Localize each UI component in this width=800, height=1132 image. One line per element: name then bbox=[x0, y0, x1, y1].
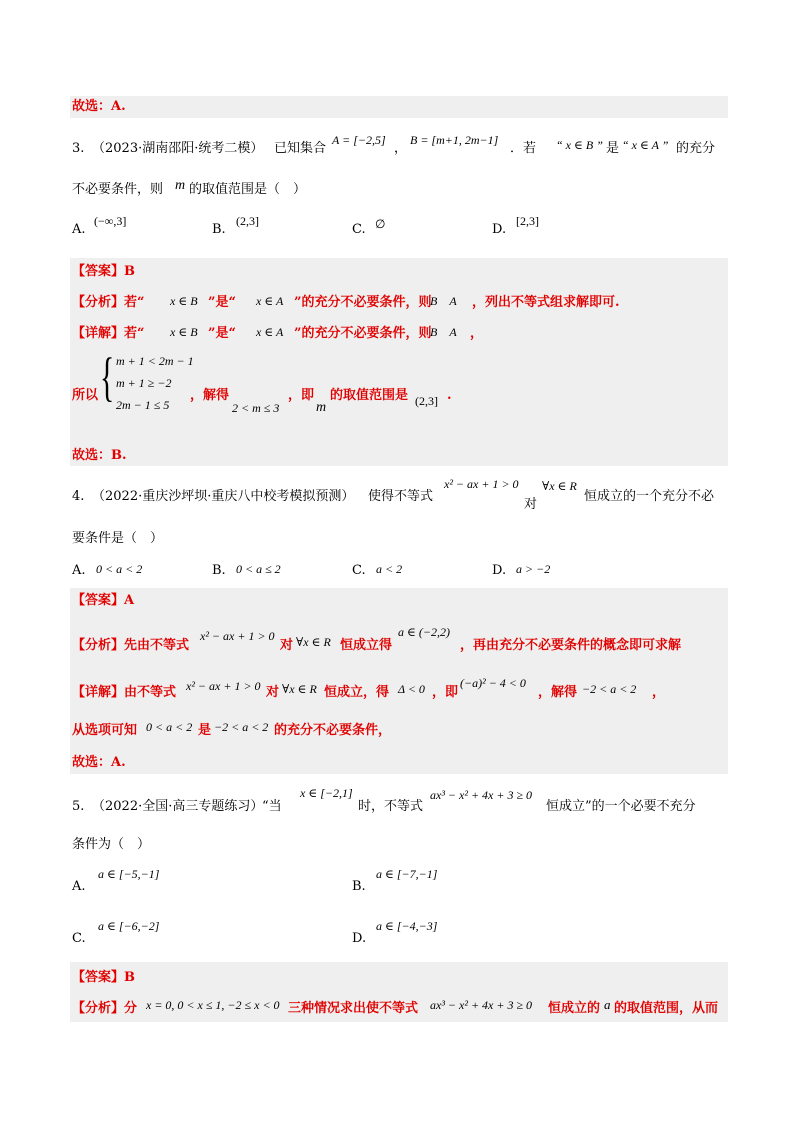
answer-band bbox=[70, 96, 728, 118]
detail-text: ，即 bbox=[288, 388, 315, 403]
option-label: D. bbox=[492, 563, 507, 578]
detail-label: 【详解】若“ bbox=[72, 326, 145, 341]
detail-text: ，解得 bbox=[190, 388, 230, 403]
detail-text: ”是“ bbox=[208, 326, 236, 341]
detail-label: 【详解】由不等式 bbox=[72, 685, 177, 700]
answer-line: 【答案】B bbox=[72, 970, 135, 985]
math-interval: x ∈ [−2,1] bbox=[300, 786, 353, 800]
math-var: m bbox=[316, 400, 327, 415]
analysis-text: 对 bbox=[280, 638, 294, 653]
system-brace: { bbox=[100, 347, 115, 407]
analysis-text: ”是“ bbox=[208, 295, 236, 310]
question-stem: 的取值范围是（ ） bbox=[189, 182, 307, 197]
question-stem: 是 bbox=[606, 141, 620, 156]
question-stem: 已知集合 bbox=[274, 141, 327, 156]
option-value: (−∞,3] bbox=[94, 214, 127, 228]
question-source: （2022·全国·高三专题练习） bbox=[92, 799, 264, 814]
option-value: (2,3] bbox=[236, 214, 259, 228]
math-condition: x ∈ A bbox=[256, 325, 284, 339]
math-inequality: x² − ax + 1 > 0 bbox=[200, 629, 275, 643]
analysis-text: ”的充分不必要条件，则 bbox=[294, 295, 432, 310]
detail-text: ，即 bbox=[432, 685, 459, 700]
option-label: A. bbox=[72, 563, 86, 578]
question-stem: 恒成立”的一个必要不充分 bbox=[546, 799, 696, 814]
question-stem: 时，不等式 bbox=[358, 799, 424, 814]
question-stem: 的充分 bbox=[676, 141, 716, 156]
option-label: B. bbox=[212, 222, 226, 237]
math-discriminant: (−a)² − 4 < 0 bbox=[460, 676, 526, 690]
detail-text: 是 bbox=[198, 723, 212, 738]
math-set-b: B = [m+1, 2m−1] bbox=[410, 133, 499, 147]
detail-text: ， bbox=[470, 326, 484, 341]
math-forall: ∀x ∈ R bbox=[296, 635, 331, 649]
math-inequality: ax³ − x² + 4x + 3 ≥ 0 bbox=[430, 788, 533, 802]
math-inequality: x² − ax + 1 > 0 bbox=[186, 679, 261, 693]
detail-text: . bbox=[447, 388, 452, 403]
math-var: m bbox=[175, 178, 186, 193]
question-number: 3. bbox=[72, 141, 85, 156]
math-cases: x = 0, 0 < x ≤ 1, −2 ≤ x < 0 bbox=[146, 998, 280, 1012]
math-subset: B A bbox=[430, 294, 457, 308]
detail-text: ”的充分不必要条件，则 bbox=[294, 326, 432, 341]
analysis-label: 【分析】先由不等式 bbox=[72, 638, 190, 653]
option-value: 0 < a < 2 bbox=[96, 562, 143, 576]
analysis-text: 三种情况求出使不等式 bbox=[288, 1001, 419, 1016]
analysis-text: 恒成立得 bbox=[340, 638, 393, 653]
system-row: m + 1 < 2m − 1 bbox=[116, 354, 194, 368]
option-value: ∅ bbox=[375, 217, 386, 231]
math-option: 0 < a < 2 bbox=[146, 720, 193, 734]
math-range: a ∈ (−2,2) bbox=[398, 625, 450, 639]
option-value: a ∈ [−5,−1] bbox=[98, 867, 160, 881]
choose-line: 故选：A. bbox=[72, 99, 126, 114]
question-stem: ．若 bbox=[510, 141, 537, 156]
analysis-text: ，再由充分不必要条件的概念即可求解 bbox=[460, 638, 682, 653]
option-value: [2,3] bbox=[516, 214, 539, 228]
math-subset: B A bbox=[430, 325, 457, 339]
detail-text: ， bbox=[652, 685, 666, 700]
question-stem: “当 bbox=[262, 799, 282, 814]
math-set-a: A = [−2,5] bbox=[332, 133, 386, 147]
option-value: a ∈ [−6,−2] bbox=[98, 919, 160, 933]
detail-text: 恒成立，得 bbox=[324, 685, 390, 700]
detail-text: 从选项可知 bbox=[72, 723, 138, 738]
math-forall: ∀x ∈ R bbox=[282, 682, 317, 696]
option-value: a < 2 bbox=[376, 562, 403, 576]
math-condition: “ x ∈ B ” bbox=[556, 138, 603, 152]
detail-text: 的取值范围是 bbox=[330, 388, 409, 403]
math-range: −2 < a < 2 bbox=[214, 720, 269, 734]
math-delta: Δ < 0 bbox=[398, 682, 425, 696]
detail-text: 的充分不必要条件， bbox=[274, 723, 392, 738]
math-result: (2,3] bbox=[415, 394, 438, 408]
question-source: （2022·重庆沙坪坝·重庆八中校考模拟预测） bbox=[92, 489, 355, 504]
analysis-text: ，列出不等式组求解即可. bbox=[472, 295, 620, 310]
system-row: 2m − 1 ≤ 5 bbox=[116, 398, 170, 412]
math-condition: x ∈ B bbox=[170, 325, 198, 339]
choose-line: 故选：A. bbox=[72, 755, 126, 770]
question-stem: 要条件是（ ） bbox=[72, 531, 164, 546]
question-stem: 条件为（ ） bbox=[72, 837, 151, 852]
answer-line: 【答案】A bbox=[72, 593, 135, 608]
option-label: D. bbox=[352, 931, 367, 946]
question-stem: 恒成立的一个充分不必 bbox=[584, 489, 715, 504]
question-source: （2023·湖南邵阳·统考二模） bbox=[92, 141, 264, 156]
option-value: a > −2 bbox=[516, 562, 551, 576]
detail-text: 所以 bbox=[72, 388, 99, 403]
analysis-label: 【分析】若“ bbox=[72, 295, 145, 310]
math-solution: −2 < a < 2 bbox=[582, 682, 637, 696]
analysis-label: 【分析】分 bbox=[72, 1001, 138, 1016]
option-value: a ∈ [−4,−3] bbox=[376, 919, 438, 933]
punctuation: ， bbox=[394, 141, 408, 156]
choose-line: 故选：B. bbox=[72, 448, 127, 463]
option-label: B. bbox=[212, 563, 226, 578]
math-condition: x ∈ B bbox=[170, 294, 198, 308]
question-number: 5. bbox=[72, 799, 85, 814]
option-label: D. bbox=[492, 222, 507, 237]
option-label: C. bbox=[352, 222, 366, 237]
question-stem: 不必要条件，则 bbox=[72, 182, 164, 197]
math-var: a bbox=[604, 997, 611, 1012]
math-forall: ∀x ∈ R bbox=[542, 479, 577, 493]
question-number: 4. bbox=[72, 489, 85, 504]
option-label: B. bbox=[352, 879, 366, 894]
math-condition: x ∈ A bbox=[256, 294, 284, 308]
analysis-text: 恒成立的 bbox=[548, 1001, 601, 1016]
system-row: m + 1 ≥ −2 bbox=[116, 376, 172, 390]
option-value: a ∈ [−7,−1] bbox=[376, 867, 438, 881]
math-inequality: ax³ − x² + 4x + 3 ≥ 0 bbox=[430, 998, 533, 1012]
option-label: A. bbox=[72, 222, 86, 237]
math-inequality: x² − ax + 1 > 0 bbox=[444, 477, 519, 491]
answer-line: 【答案】B bbox=[72, 264, 135, 279]
option-value: 0 < a ≤ 2 bbox=[236, 562, 281, 576]
question-stem: 对 bbox=[524, 497, 538, 512]
analysis-text: 的取值范围，从而 bbox=[614, 1001, 719, 1016]
option-label: C. bbox=[352, 563, 366, 578]
detail-text: 对 bbox=[266, 685, 280, 700]
option-label: C. bbox=[72, 931, 86, 946]
math-condition: “ x ∈ A ” bbox=[622, 138, 669, 152]
math-range: 2 < m ≤ 3 bbox=[232, 401, 280, 415]
option-label: A. bbox=[72, 879, 86, 894]
question-stem: 使得不等式 bbox=[368, 489, 434, 504]
detail-text: ，解得 bbox=[538, 685, 578, 700]
